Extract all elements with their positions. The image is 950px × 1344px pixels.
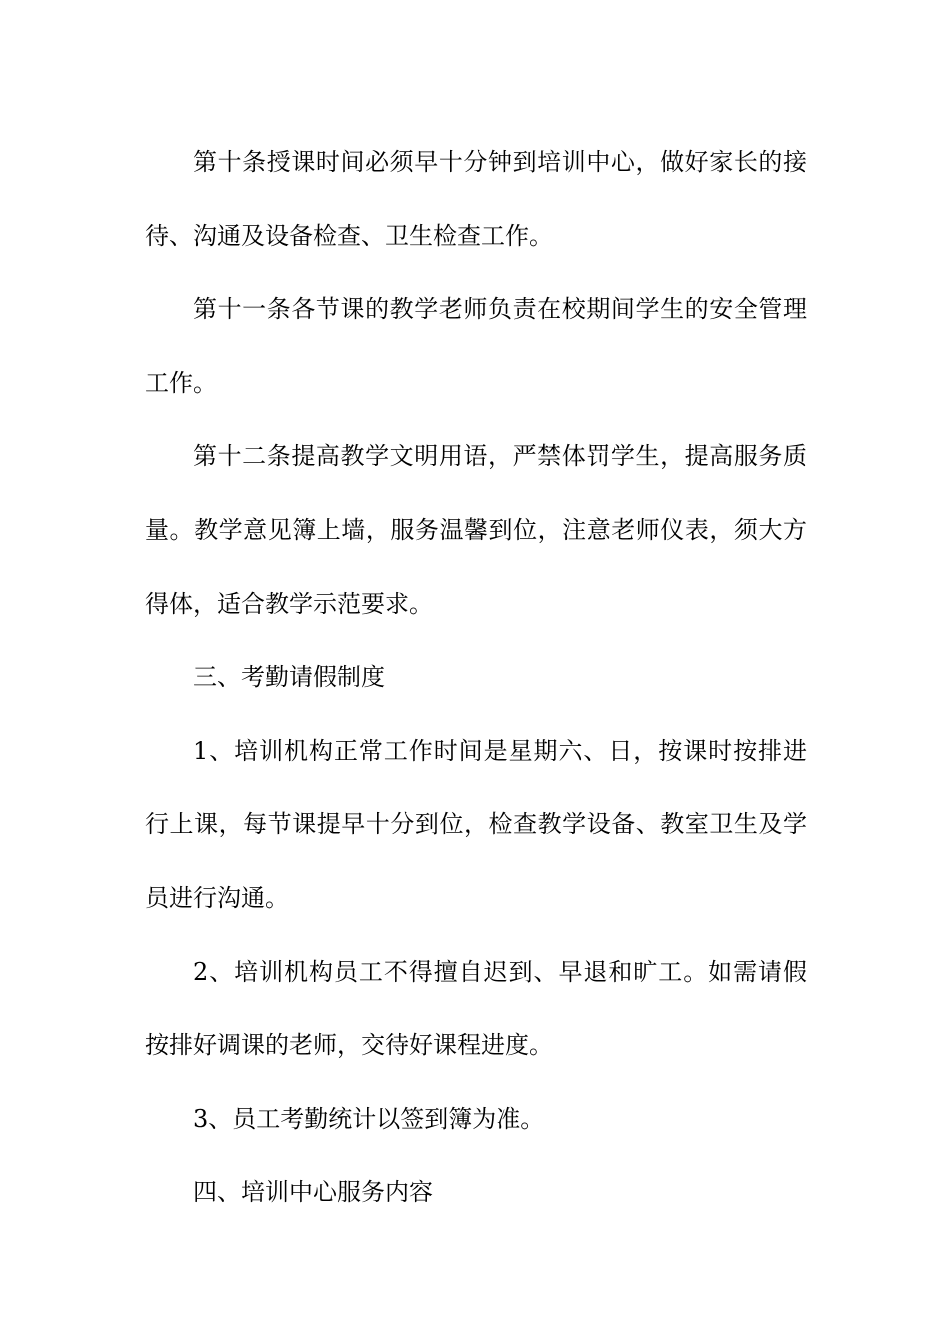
paragraph-article-10: 第十条授课时间必须早十分钟到培训中心，做好家长的接待、沟通及设备检查、卫生检查工作。	[145, 148, 807, 250]
paragraph-attendance-1: 1、培训机构正常工作时间是星期六、日，按课时按排进行上课，每节课提早十分到位，检查教学设备、教室卫生及学员进行沟通。	[145, 736, 807, 912]
paragraph-attendance-3: 3、员工考勤统计以签到簿为准。	[193, 1104, 545, 1133]
section-heading-attendance: 三、考勤请假制度	[193, 663, 385, 692]
paragraph-article-12: 第十二条提高教学文明用语，严禁体罚学生，提高服务质量。教学意见簿上墙，服务温馨到位，注意老师仪表，须大方得体，适合教学示范要求。	[145, 442, 807, 618]
section-heading-services: 四、培训中心服务内容	[193, 1178, 433, 1207]
paragraph-attendance-2: 2、培训机构员工不得擅自迟到、早退和旷工。如需请假按排好调课的老师，交待好课程进度。	[145, 957, 807, 1060]
document-body	[145, 126, 807, 1230]
paragraph-article-11: 第十一条各节课的教学老师负责在校期间学生的安全管理工作。	[145, 295, 807, 397]
